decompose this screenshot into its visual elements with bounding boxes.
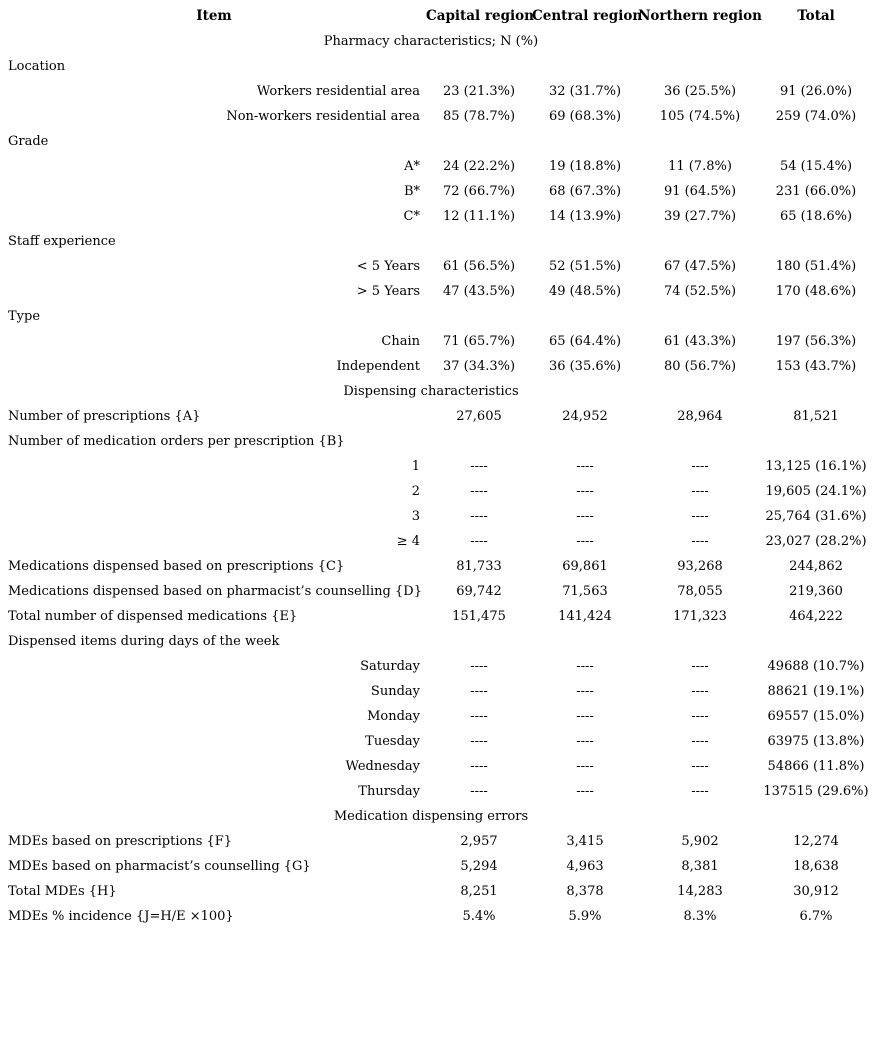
cell-capital: 61 (56.5%) (442, 259, 516, 274)
row-label: Sunday (370, 684, 420, 699)
section-title: Pharmacy characteristics; N (%) (323, 34, 539, 49)
cell-capital: 2,957 (460, 834, 498, 849)
section-title: Dispensing characteristics (343, 384, 519, 399)
row-label: MDEs based on prescriptions {F} (8, 834, 233, 849)
group-label: Staff experience (8, 234, 116, 249)
cell-northern: 93,268 (677, 559, 723, 574)
row-label: Workers residential area (256, 84, 420, 99)
cell-northern: 36 (25.5%) (663, 84, 737, 99)
cell-total: 30,912 (793, 884, 839, 899)
table-row (0, 79, 878, 104)
cell-central: 14 (13.9%) (548, 209, 622, 224)
cell-northern: ---- (691, 484, 709, 499)
row-label: Chain (381, 334, 420, 349)
cell-northern: 14,283 (677, 884, 723, 899)
cell-northern: ---- (691, 509, 709, 524)
cell-capital: 72 (66.7%) (442, 184, 516, 199)
group-label: Type (8, 309, 41, 324)
cell-capital: 151,475 (452, 609, 506, 624)
cell-total: 170 (48.6%) (775, 284, 857, 299)
group-label: Grade (8, 134, 49, 149)
cell-capital: ---- (470, 709, 488, 724)
cell-capital: ---- (470, 534, 488, 549)
cell-total: 231 (66.0%) (775, 184, 857, 199)
cell-central: ---- (576, 534, 594, 549)
cell-northern: ---- (691, 459, 709, 474)
cell-total: 259 (74.0%) (775, 109, 857, 124)
cell-central: 5.9% (568, 909, 602, 924)
cell-northern: ---- (691, 784, 709, 799)
cell-capital: ---- (470, 734, 488, 749)
row-label: Number of prescriptions {A} (8, 409, 201, 424)
cell-capital: ---- (470, 684, 488, 699)
table-row (0, 579, 878, 604)
table-row (0, 879, 878, 904)
cell-central: 141,424 (558, 609, 612, 624)
row-label: MDEs % incidence {J=H/E ×100} (8, 909, 234, 924)
cell-northern: 171,323 (673, 609, 727, 624)
cell-northern: 8,381 (681, 859, 719, 874)
row-label: 3 (411, 509, 420, 524)
row-label: ≥ 4 (396, 534, 420, 549)
cell-total: 13,125 (16.1%) (765, 459, 867, 474)
cell-central: 19 (18.8%) (548, 159, 622, 174)
cell-central: 52 (51.5%) (548, 259, 622, 274)
row-label: Thursday (358, 784, 420, 799)
header-capital: Capital region (426, 8, 534, 24)
table-body (0, 29, 878, 929)
header-total: Total (797, 8, 835, 24)
row-label: A* (404, 159, 420, 174)
cell-total: 197 (56.3%) (775, 334, 857, 349)
table-row (0, 254, 878, 279)
header-northern: Northern region (638, 8, 762, 24)
cell-central: 36 (35.6%) (548, 359, 622, 374)
table-row (0, 779, 878, 804)
table-row (0, 904, 878, 929)
section-row (0, 379, 878, 404)
data-table (0, 4, 878, 929)
table-row (0, 179, 878, 204)
cell-capital: 24 (22.2%) (442, 159, 516, 174)
cell-total: 69557 (15.0%) (767, 709, 865, 724)
group-label: Number of medication orders per prescription {B} (8, 434, 345, 449)
cell-total: 153 (43.7%) (775, 359, 857, 374)
cell-central: 4,963 (566, 859, 604, 874)
cell-total: 180 (51.4%) (775, 259, 857, 274)
cell-central: ---- (576, 684, 594, 699)
cell-central: ---- (576, 484, 594, 499)
group-row (0, 229, 878, 254)
cell-northern: 67 (47.5%) (663, 259, 737, 274)
cell-capital: 12 (11.1%) (442, 209, 516, 224)
section-row (0, 29, 878, 54)
table-row (0, 679, 878, 704)
cell-total: 81,521 (793, 409, 839, 424)
group-row (0, 429, 878, 454)
cell-central: ---- (576, 709, 594, 724)
row-label: Total number of dispensed medications {E} (8, 609, 298, 624)
table-row (0, 604, 878, 629)
cell-capital: ---- (470, 484, 488, 499)
table-row (0, 754, 878, 779)
section-title: Medication dispensing errors (333, 809, 529, 824)
cell-total: 54 (15.4%) (779, 159, 853, 174)
group-row (0, 54, 878, 79)
cell-northern: 74 (52.5%) (663, 284, 737, 299)
cell-capital: ---- (470, 459, 488, 474)
cell-capital: 69,742 (456, 584, 502, 599)
cell-central: 69,861 (562, 559, 608, 574)
cell-capital: ---- (470, 509, 488, 524)
cell-central: ---- (576, 659, 594, 674)
table-row (0, 104, 878, 129)
row-label: Saturday (360, 659, 420, 674)
cell-capital: ---- (470, 759, 488, 774)
cell-total: 464,222 (789, 609, 843, 624)
cell-capital: 27,605 (456, 409, 502, 424)
row-label: 2 (411, 484, 420, 499)
cell-total: 219,360 (789, 584, 843, 599)
table-row (0, 354, 878, 379)
row-label: Wednesday (345, 759, 420, 774)
cell-central: 3,415 (566, 834, 604, 849)
cell-central: ---- (576, 459, 594, 474)
cell-central: ---- (576, 759, 594, 774)
group-row (0, 629, 878, 654)
row-label: Medications dispensed based on prescriptions {C} (8, 559, 345, 574)
table-row (0, 729, 878, 754)
cell-northern: 5,902 (681, 834, 719, 849)
cell-total: 65 (18.6%) (779, 209, 853, 224)
cell-northern: 28,964 (677, 409, 723, 424)
cell-total: 63975 (13.8%) (767, 734, 865, 749)
cell-northern: 80 (56.7%) (663, 359, 737, 374)
cell-northern: 91 (64.5%) (663, 184, 737, 199)
cell-central: 32 (31.7%) (548, 84, 622, 99)
cell-total: 23,027 (28.2%) (765, 534, 867, 549)
cell-capital: 5,294 (460, 859, 498, 874)
cell-total: 19,605 (24.1%) (765, 484, 867, 499)
row-label: Medications dispensed based on pharmacist’s counselling {D} (8, 584, 422, 599)
cell-northern: ---- (691, 534, 709, 549)
cell-capital: 37 (34.3%) (442, 359, 516, 374)
row-label: Total MDEs {H} (8, 884, 117, 899)
row-label: > 5 Years (356, 284, 420, 299)
table-row (0, 829, 878, 854)
cell-central: 69 (68.3%) (548, 109, 622, 124)
table-row (0, 204, 878, 229)
table-row (0, 654, 878, 679)
table-row (0, 154, 878, 179)
cell-central: 71,563 (562, 584, 608, 599)
row-label: Monday (367, 709, 420, 724)
table-row (0, 529, 878, 554)
cell-central: ---- (576, 509, 594, 524)
table-row (0, 454, 878, 479)
table-header (0, 4, 878, 29)
cell-capital: 85 (78.7%) (442, 109, 516, 124)
cell-capital: 47 (43.5%) (442, 284, 516, 299)
cell-northern: 105 (74.5%) (659, 109, 741, 124)
row-label: B* (403, 184, 420, 199)
table-row (0, 279, 878, 304)
cell-central: ---- (576, 784, 594, 799)
cell-central: 49 (48.5%) (548, 284, 622, 299)
group-row (0, 129, 878, 154)
table-row (0, 504, 878, 529)
cell-central: 65 (64.4%) (548, 334, 622, 349)
cell-total: 25,764 (31.6%) (765, 509, 867, 524)
cell-total: 88621 (19.1%) (767, 684, 865, 699)
cell-central: 68 (67.3%) (548, 184, 622, 199)
cell-northern: 61 (43.3%) (663, 334, 737, 349)
cell-capital: 71 (65.7%) (442, 334, 516, 349)
cell-total: 12,274 (793, 834, 839, 849)
group-label: Dispensed items during days of the week (8, 634, 280, 649)
cell-total: 244,862 (789, 559, 843, 574)
cell-total: 91 (26.0%) (779, 84, 853, 99)
group-row (0, 304, 878, 329)
header-item: Item (196, 8, 232, 24)
cell-northern: ---- (691, 684, 709, 699)
row-label: C* (403, 209, 420, 224)
row-label: Tuesday (365, 734, 420, 749)
row-label: < 5 Years (356, 259, 420, 274)
group-label: Location (8, 59, 66, 74)
cell-northern: 78,055 (677, 584, 723, 599)
cell-northern: ---- (691, 709, 709, 724)
row-label: MDEs based on pharmacist’s counselling {G} (8, 859, 311, 874)
section-row (0, 804, 878, 829)
cell-total: 49688 (10.7%) (767, 659, 865, 674)
cell-central: 8,378 (566, 884, 604, 899)
table-row (0, 554, 878, 579)
cell-central: ---- (576, 734, 594, 749)
cell-northern: ---- (691, 659, 709, 674)
cell-capital: 8,251 (460, 884, 498, 899)
cell-total: 54866 (11.8%) (767, 759, 865, 774)
cell-total: 137515 (29.6%) (763, 784, 869, 799)
table-row (0, 704, 878, 729)
cell-northern: 11 (7.8%) (668, 159, 732, 174)
cell-capital: ---- (470, 784, 488, 799)
cell-capital: 23 (21.3%) (442, 84, 516, 99)
cell-central: 24,952 (562, 409, 608, 424)
cell-northern: 39 (27.7%) (663, 209, 737, 224)
row-label: Independent (336, 359, 420, 374)
cell-northern: ---- (691, 759, 709, 774)
cell-capital: 81,733 (456, 559, 502, 574)
cell-northern: ---- (691, 734, 709, 749)
cell-total: 18,638 (793, 859, 839, 874)
cell-northern: 8.3% (683, 909, 717, 924)
cell-capital: 5.4% (462, 909, 496, 924)
table-row (0, 854, 878, 879)
table-row (0, 479, 878, 504)
cell-total: 6.7% (799, 909, 833, 924)
header-central: Central region (532, 8, 643, 24)
table-row (0, 404, 878, 429)
table-row (0, 329, 878, 354)
row-label: Non-workers residential area (226, 109, 420, 124)
row-label: 1 (411, 459, 420, 474)
cell-capital: ---- (470, 659, 488, 674)
